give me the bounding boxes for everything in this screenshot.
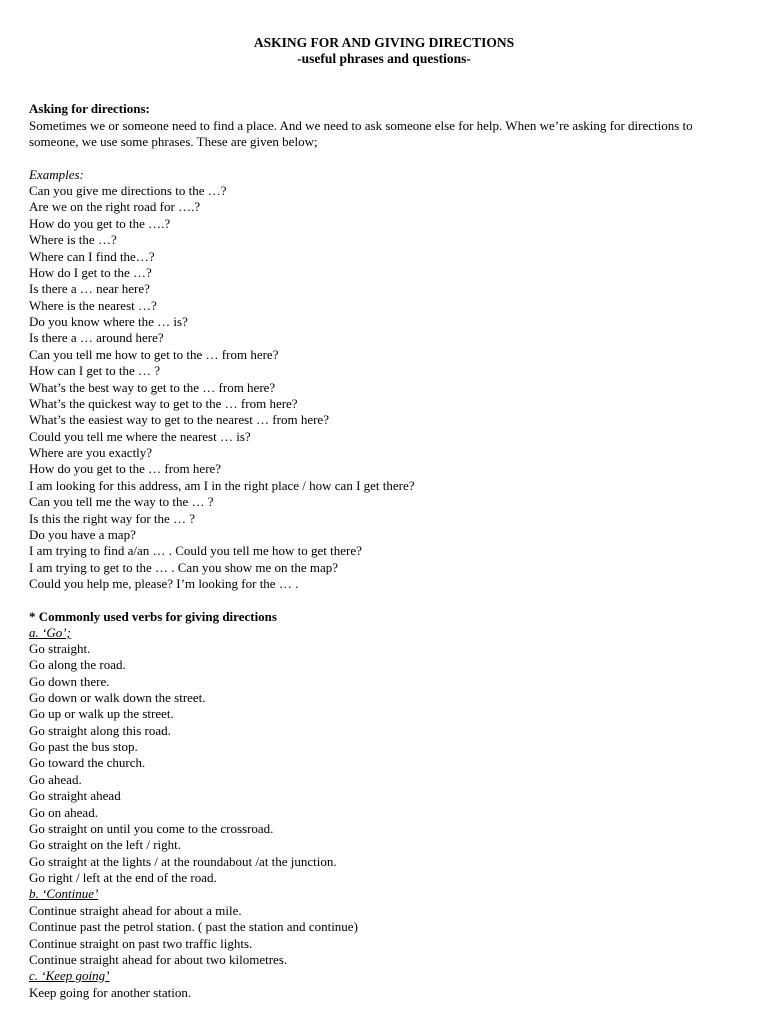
example-phrase: I am trying to get to the … . Can you show me on the map? (29, 559, 339, 575)
example-phrase: Could you help me, please? I’m looking for the … . (29, 576, 299, 592)
example-phrase: Can you give me directions to the …? (29, 183, 227, 198)
go-phrase: Go straight on until you come to the crossroad. (29, 820, 274, 836)
continue-phrase: Continue past the petrol station. ( past the station and continue) (29, 919, 358, 935)
example-phrase: Can you tell me how to get to the … from here? (29, 346, 279, 362)
example-phrase: Do you know where the … is? (29, 314, 188, 330)
example-phrase: Can you tell me the way to the … ? (29, 494, 214, 510)
example-phrase: Do you have a map? (29, 526, 136, 542)
continue-phrase: Continue straight ahead for about a mile. (29, 903, 242, 918)
go-phrase: Go on ahead. (29, 804, 98, 820)
document-subtitle: -useful phrases and questions- (297, 51, 471, 66)
example-phrase: What’s the quickest way to get to the … from here? (29, 395, 298, 411)
example-phrase: What’s the easiest way to get to the nearest … from here? (29, 412, 329, 428)
example-phrase: I am looking for this address, am I in the right place / how can I get there? (29, 477, 415, 493)
go-phrase: Go straight at the lights / at the roundabout /at the junction. (29, 853, 337, 869)
go-phrase: Go straight ahead (29, 788, 121, 804)
go-label: a. ‘Go’; (29, 625, 71, 640)
example-phrase: Are we on the right road for ….? (29, 199, 201, 215)
intro-line-2: someone, we use some phrases. These are given below; (29, 134, 318, 149)
example-phrase: Is this the right way for the … ? (29, 510, 196, 526)
example-phrase: Is there a … around here? (29, 330, 164, 346)
example-phrase: Where can I find the…? (29, 248, 155, 264)
example-phrase: How do you get to the ….? (29, 215, 171, 231)
go-phrase: Go down there. (29, 673, 110, 689)
asking-heading: Asking for directions: (29, 101, 150, 116)
continue-phrase: Continue straight ahead for about two kilometres. (29, 951, 288, 967)
go-phrase: Go toward the church. (29, 755, 146, 771)
examples-label: Examples: (29, 167, 84, 182)
document-title: ASKING FOR AND GIVING DIRECTIONS (253, 35, 515, 50)
example-phrase: Where is the nearest …? (29, 297, 157, 313)
continue-label: b. ‘Continue’ (29, 886, 99, 901)
go-phrase: Go down or walk down the street. (29, 690, 206, 706)
go-phrase: Go straight. (29, 641, 91, 656)
example-phrase: Where is the …? (29, 232, 117, 248)
example-phrase: I am trying to find a/an … . Could you tell me how to get there? (29, 543, 362, 559)
example-phrase: How do you get to the … from here? (29, 461, 222, 477)
keep-going-label: c. ‘Keep going’ (29, 968, 110, 983)
intro-line-1: Sometimes we or someone need to find a place. And we need to ask someone else for help. When we’re asking for directions to (29, 118, 693, 133)
example-phrase: Could you tell me where the nearest … is? (29, 428, 251, 444)
example-phrase: How do I get to the …? (29, 264, 152, 280)
example-phrase: Where are you exactly? (29, 445, 153, 461)
example-phrase: Is there a … near here? (29, 281, 150, 297)
go-phrase: Go right / left at the end of the road. (29, 869, 217, 885)
go-phrase: Go past the bus stop. (29, 739, 138, 755)
go-phrase: Go straight on the left / right. (29, 837, 182, 853)
example-phrase: How can I get to the … ? (29, 363, 161, 379)
go-phrase: Go along the road. (29, 657, 126, 673)
go-phrase: Go straight along this road. (29, 722, 171, 738)
go-phrase: Go up or walk up the street. (29, 706, 174, 722)
keep-going-phrase: Keep going for another station. (29, 985, 192, 1000)
verbs-heading: * Commonly used verbs for giving directions (29, 609, 277, 624)
example-phrase: What’s the best way to get to the … from here? (29, 379, 276, 395)
continue-phrase: Continue straight on past two traffic lights. (29, 935, 253, 951)
go-phrase: Go ahead. (29, 771, 82, 787)
